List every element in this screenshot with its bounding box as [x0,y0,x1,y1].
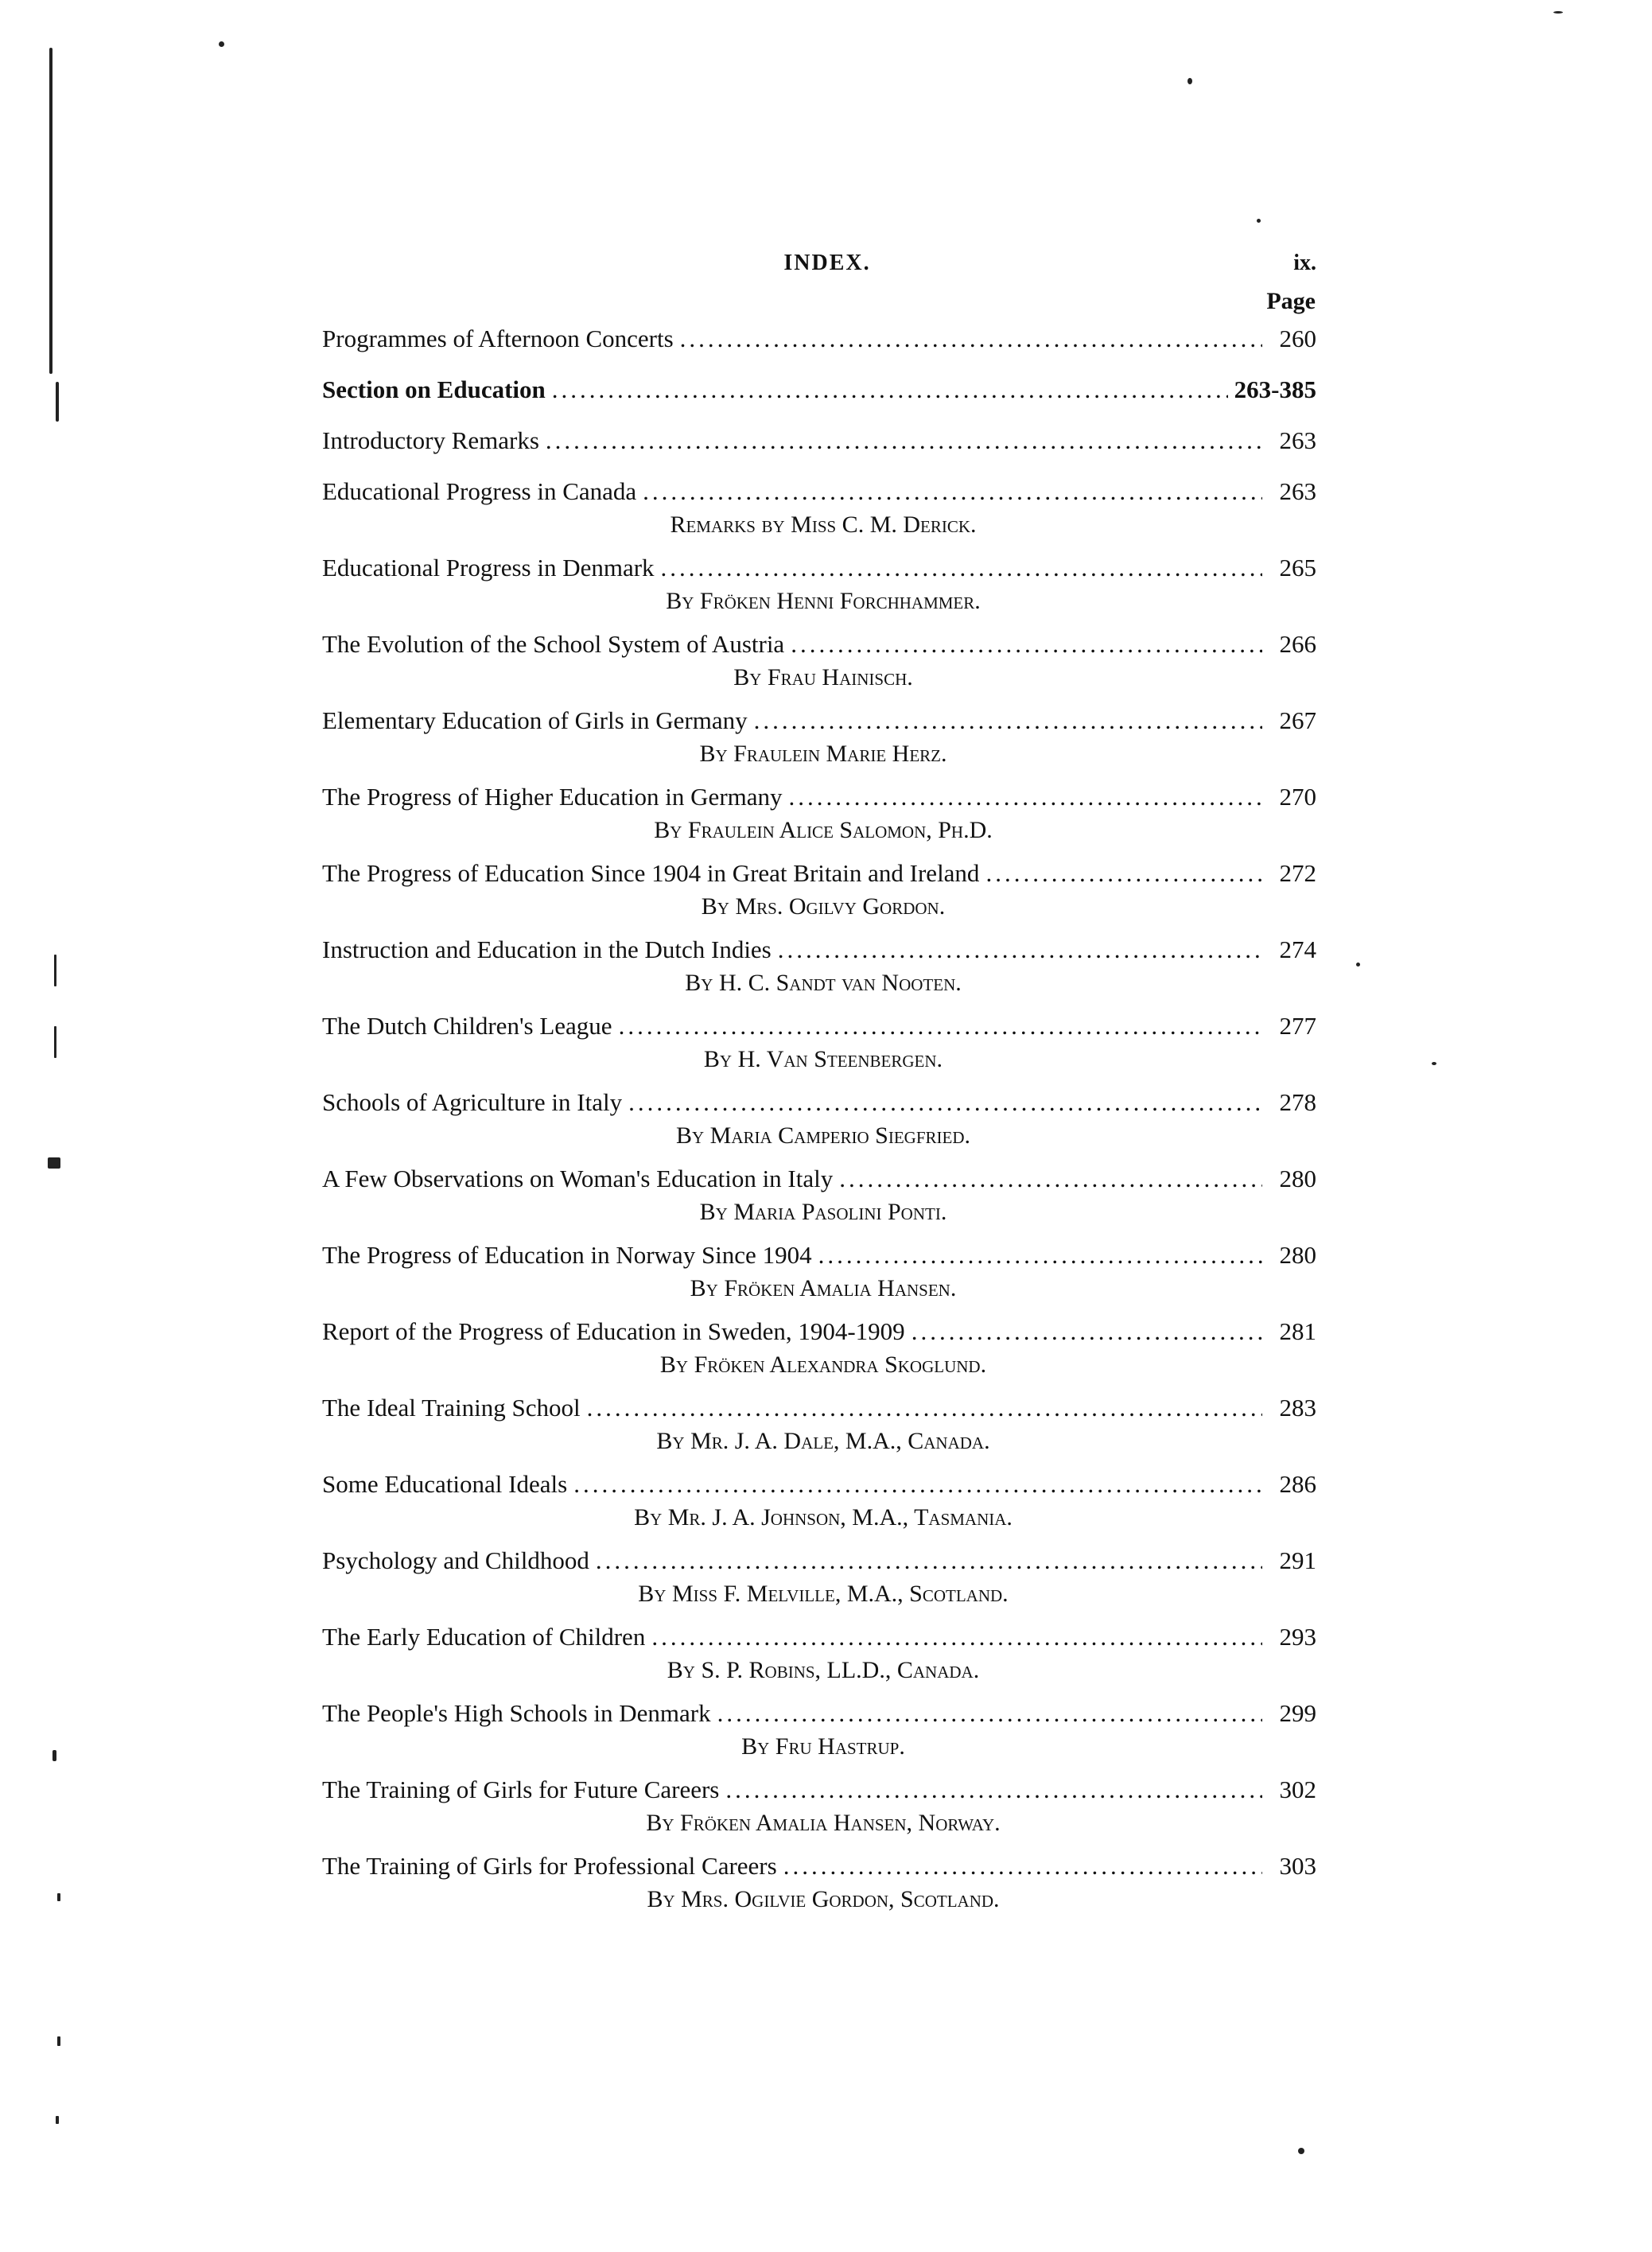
index-entry-line [322,856,1316,891]
entry-page-number: 281 [1279,1317,1316,1345]
entry-author: By Maria Camperio Siegfried. [675,1122,971,1149]
dot-leader [725,1772,1262,1807]
dot-leader [546,423,1262,458]
entry-author: By Fru Hastrup. [741,1733,905,1760]
index-entry [322,1772,1316,1839]
entry-spacer [322,407,1316,423]
scan-speck [219,41,224,47]
entry-page-number: 280 [1279,1241,1316,1269]
entry-page-number: 277 [1279,1012,1316,1040]
index-entry-line [322,1161,1316,1196]
index-entry [322,1161,1316,1228]
entry-author: By Mr. J. A. Johnson, M.A., Tasmania. [634,1504,1013,1531]
index-entry-line [322,1849,1316,1884]
index-entry [322,1314,1316,1381]
page-header [322,251,1316,282]
entry-author: By Fröken Henni Forchhammer. [666,588,981,614]
index-entry [322,780,1316,846]
dot-leader [661,550,1262,585]
entry-title: Programmes of Afternoon Concerts [322,325,674,352]
index-entry-line [322,1085,1316,1120]
scan-speck [1553,11,1563,14]
scan-speck [1257,219,1261,223]
dot-leader [643,474,1262,509]
scan-speck [54,1026,56,1058]
entry-spacer [322,1839,1316,1849]
running-title: INDEX. [783,251,871,275]
index-entry [322,423,1316,458]
entry-author: By Mrs. Ogilvie Gordon, Scotland. [647,1886,1000,1912]
entry-page-number: 283 [1279,1394,1316,1422]
entry-page-number: 274 [1279,935,1316,963]
entry-title: The Dutch Children's League [322,1012,612,1040]
scan-speck [1298,2148,1304,2154]
dot-leader [628,1085,1262,1120]
entry-spacer [322,1534,1316,1543]
entry-author: Remarks by Miss C. M. Derick. [670,511,977,538]
entry-title: Educational Progress in Canada [322,477,637,505]
index-entry [322,372,1316,407]
dot-leader [839,1161,1262,1196]
index-entry-line [322,1543,1316,1578]
entry-title: The Ideal Training School [322,1394,581,1422]
entry-title: The Evolution of the School System of Austria [322,630,785,658]
entry-author: By Fröken Alexandra Skoglund. [659,1352,987,1378]
page-column-label: Page [1266,288,1316,314]
entry-title: The People's High Schools in Denmark [322,1699,711,1727]
entry-author: By Fröken Amalia Hansen, Norway. [646,1810,1001,1836]
entry-title: The Training of Girls for Future Careers [322,1776,720,1803]
entry-page-number: 263-385 [1234,375,1316,403]
dot-leader [818,1238,1262,1273]
entry-author: By Miss F. Melville, M.A., Scotland. [638,1581,1009,1607]
entry-spacer [322,999,1316,1009]
entry-page-number: 263 [1279,477,1316,505]
entry-spacer [322,356,1316,372]
entry-author: By H. C. Sandt van Nooten. [685,970,962,996]
entry-spacer [322,1228,1316,1238]
index-entry-line [322,703,1316,738]
scan-speck [56,2116,59,2124]
entry-title: Psychology and Childhood [322,1546,589,1574]
entry-page-number: 265 [1279,554,1316,581]
scan-margin-line [49,48,52,374]
entry-title: Schools of Agriculture in Italy [322,1088,623,1116]
index-entry-line [322,474,1316,509]
index-entry-line [322,780,1316,815]
index-list [322,321,1316,1925]
entry-page-number: 302 [1279,1776,1316,1803]
index-entry-line [322,1772,1316,1807]
entry-title: The Progress of Education in Norway Since 1904 [322,1241,812,1269]
scan-speck [1356,963,1360,967]
index-entry [322,1390,1316,1457]
entry-title: Some Educational Ideals [322,1470,568,1498]
index-entry [322,1696,1316,1763]
scan-speck [57,2036,60,2046]
entry-spacer [322,617,1316,627]
index-entry-line [322,372,1316,407]
scan-speck [1187,78,1192,84]
index-entry [322,1543,1316,1610]
entry-page-number: 267 [1279,706,1316,734]
entry-title: The Progress of Education Since 1904 in Great Britain and Ireland [322,859,980,887]
entry-spacer [322,1457,1316,1467]
entry-spacer [322,1075,1316,1085]
entry-page-number: 263 [1279,426,1316,454]
index-entry [322,856,1316,923]
entry-spacer [322,1916,1316,1925]
index-entry-line [322,321,1316,356]
index-entry [322,474,1316,541]
entry-title: A Few Observations on Woman's Education in Italy [322,1165,834,1192]
scan-speck [57,1893,60,1901]
index-entry-line [322,1009,1316,1044]
dot-leader [789,780,1262,815]
scan-margin-line [56,382,59,422]
entry-title: The Early Education of Children [322,1623,646,1651]
entry-title: Introductory Remarks [322,426,539,454]
entry-title: The Training of Girls for Professional Careers [322,1852,777,1880]
entry-author: By Fraulein Alice Salomon, Ph.D. [654,817,993,843]
entry-spacer [322,541,1316,550]
entry-page-number: 266 [1279,630,1316,658]
scan-speck [1432,1062,1436,1065]
index-entry-line [322,1238,1316,1273]
index-entry [322,1467,1316,1534]
entry-page-number: 260 [1279,325,1316,352]
dot-leader [573,1467,1262,1502]
entry-page-number: 293 [1279,1623,1316,1651]
scan-speck [48,1157,60,1169]
dot-leader [912,1314,1262,1349]
index-entry [322,321,1316,356]
entry-spacer [322,770,1316,780]
entry-spacer [322,458,1316,474]
entry-spacer [322,1686,1316,1696]
index-entry [322,1620,1316,1686]
entry-spacer [322,1305,1316,1314]
dot-leader [552,372,1228,407]
index-entry-line [322,1620,1316,1655]
entry-title: Elementary Education of Girls in Germany [322,706,748,734]
index-entry-line [322,1696,1316,1731]
dot-leader [680,321,1262,356]
entry-spacer [322,694,1316,703]
entry-page-number: 303 [1279,1852,1316,1880]
index-entry-line [322,550,1316,585]
entry-title: Educational Progress in Denmark [322,554,655,581]
dot-leader [754,703,1262,738]
index-entry [322,1238,1316,1305]
entry-page-number: 272 [1279,859,1316,887]
entry-author: By Mrs. Ogilvy Gordon. [701,893,946,920]
scan-speck [52,1750,56,1761]
dot-leader [717,1696,1262,1731]
entry-author: By H. Van Steenbergen. [703,1046,943,1072]
index-entry [322,627,1316,694]
entry-title: The Progress of Higher Education in Germany [322,783,783,811]
index-entry-line [322,932,1316,967]
entry-spacer [322,1610,1316,1620]
entry-title: Instruction and Education in the Dutch Indies [322,935,772,963]
dot-leader [985,856,1262,891]
index-entry-line [322,627,1316,662]
entry-author: By Mr. J. A. Dale, M.A., Canada. [656,1428,990,1454]
dot-leader [587,1390,1262,1425]
index-entry [322,1085,1316,1152]
index-entry [322,550,1316,617]
entry-spacer [322,846,1316,856]
entry-author: By Fröken Amalia Hansen. [690,1275,957,1301]
entry-spacer [322,1152,1316,1161]
entry-title: Section on Education [322,375,546,403]
entry-page-number: 270 [1279,783,1316,811]
index-entry-line [322,1314,1316,1349]
entry-author: By Frau Hainisch. [733,664,913,690]
entry-page-number: 280 [1279,1165,1316,1192]
dot-leader [619,1009,1262,1044]
dot-leader [596,1543,1262,1578]
entry-author: By S. P. Robins, LL.D., Canada. [667,1657,980,1683]
scan-speck [54,955,56,986]
dot-leader [778,932,1262,967]
dot-leader [791,627,1262,662]
entry-spacer [322,1763,1316,1772]
entry-page-number: 286 [1279,1470,1316,1498]
index-entry [322,932,1316,999]
entry-spacer [322,923,1316,932]
entry-page-number: 299 [1279,1699,1316,1727]
index-entry-line [322,1467,1316,1502]
index-entry-line [322,1390,1316,1425]
dot-leader [651,1620,1262,1655]
index-entry-line [322,423,1316,458]
entry-page-number: 278 [1279,1088,1316,1116]
entry-title: Report of the Progress of Education in Sweden, 1904-1909 [322,1317,905,1345]
page-number: ix. [1293,251,1316,275]
entry-author: By Fraulein Marie Herz. [699,741,947,767]
entry-page-number: 291 [1279,1546,1316,1574]
dot-leader [783,1849,1262,1884]
entry-spacer [322,1381,1316,1390]
index-entry [322,1009,1316,1075]
index-entry [322,703,1316,770]
index-entry [322,1849,1316,1916]
entry-author: By Maria Pasolini Ponti. [699,1199,947,1225]
